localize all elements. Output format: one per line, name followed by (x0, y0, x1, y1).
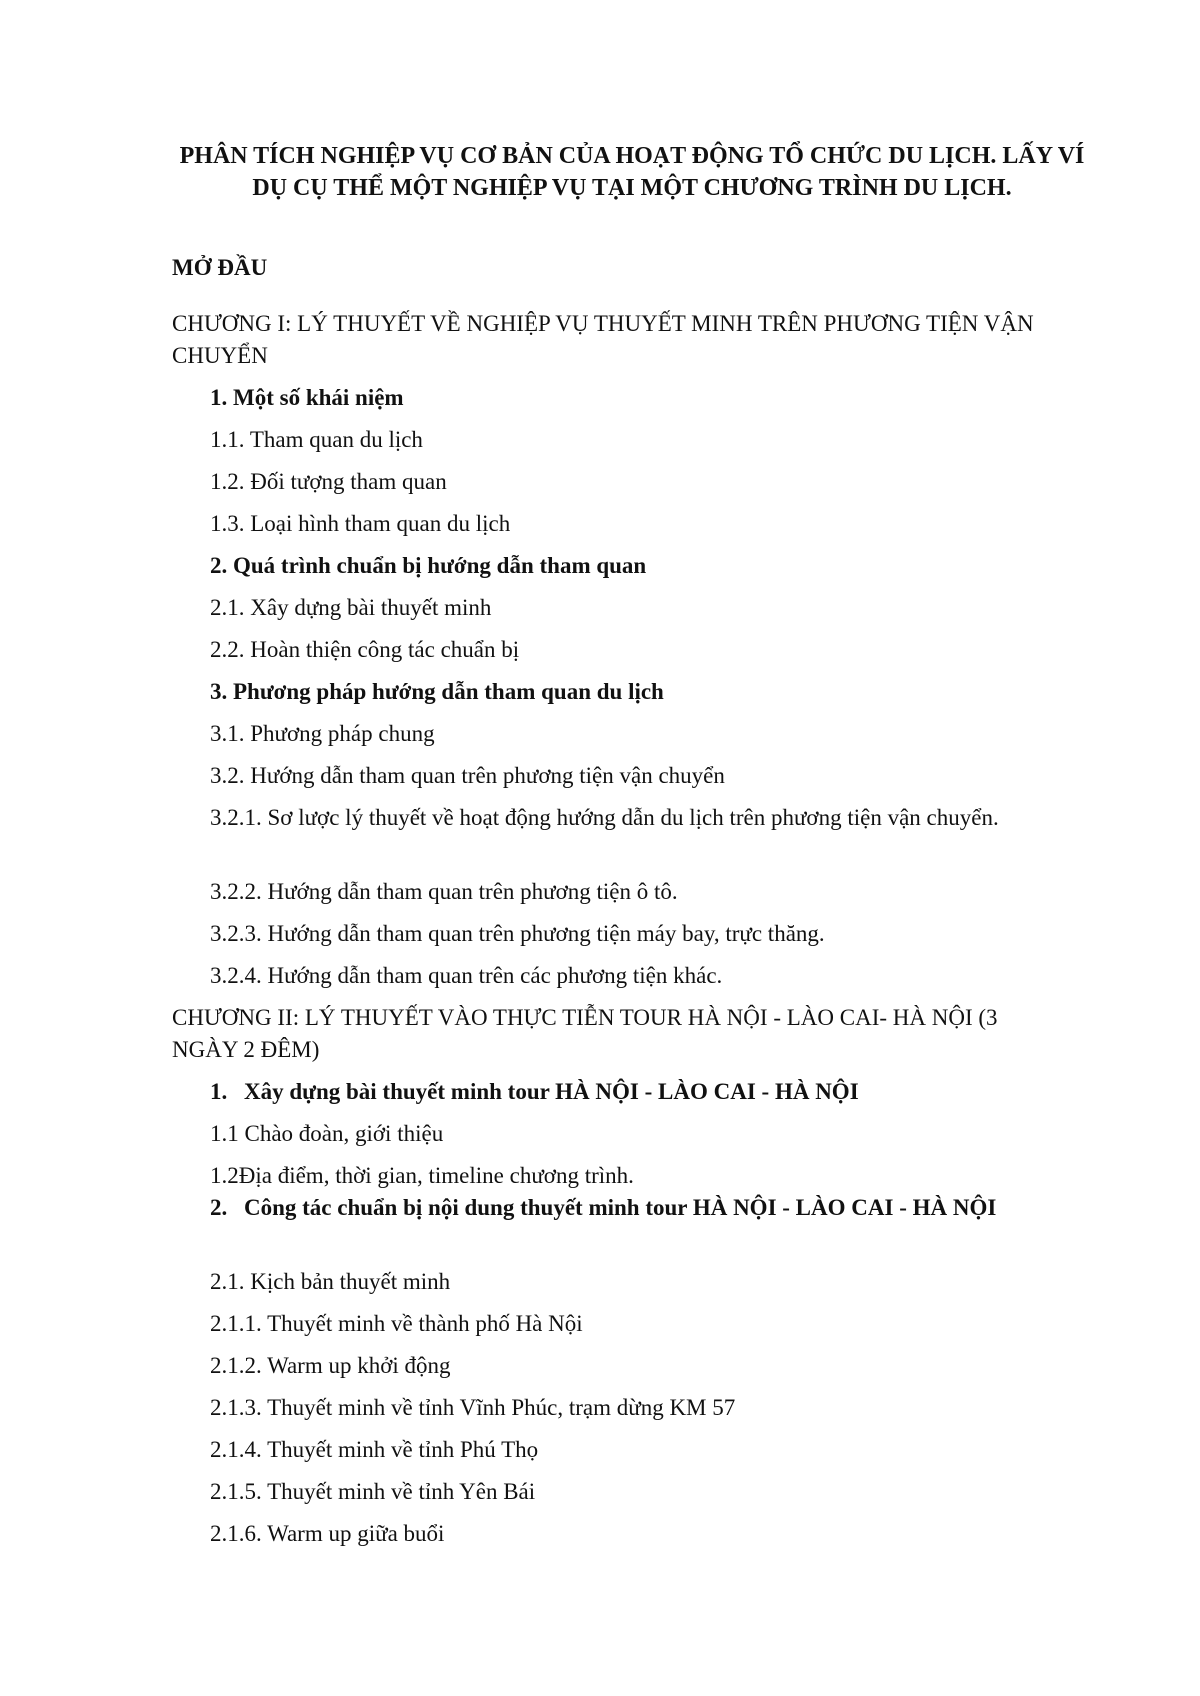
chapter1-item-1-3: 1.3. Loại hình tham quan du lịch (210, 511, 511, 536)
chapter2-section1-number: 1. (210, 1079, 228, 1104)
chapter1-item-3-2: 3.2. Hướng dẫn tham quan trên phương tiện vận chuyển (210, 763, 725, 788)
chapter1-item-3-2-1: 3.2.1. Sơ lược lý thuyết về hoạt động hướng dẫn du lịch trên phương tiện vận chuyển. (210, 805, 999, 830)
chapter2-section1-heading (210, 1076, 859, 1108)
chapter1-item-3-1: 3.1. Phương pháp chung (210, 721, 435, 746)
chapter1-section2-heading: 2. Quá trình chuẩn bị hướng dẫn tham quan (210, 553, 647, 578)
chapter2-item-2-1-6: 2.1.6. Warm up giữa buổi (210, 1521, 445, 1546)
chapter2-item-2-1-2: 2.1.2. Warm up khởi động (210, 1353, 451, 1378)
chapter1-item-2-2: 2.2. Hoàn thiện công tác chuẩn bị (210, 637, 520, 662)
document-title: PHÂN TÍCH NGHIỆP VỤ CƠ BẢN CỦA HOẠT ĐỘNG TỔ CHỨC DU LỊCH. LẤY VÍ DỤ CỤ THỂ MỘT NGHIỆP VỤ TẠI MỘT CHƯƠNG TRÌNH DU LỊCH. (179, 143, 1085, 201)
intro-heading: MỞ ĐẦU (172, 255, 268, 280)
chapter1-item-3-2-2: 3.2.2. Hướng dẫn tham quan trên phương tiện ô tô. (210, 879, 678, 904)
chapter2-item-2-1-4: 2.1.4. Thuyết minh về tỉnh Phú Thọ (210, 1437, 539, 1462)
chapter2-item-2-1-3: 2.1.3. Thuyết minh về tỉnh Vĩnh Phúc, trạm dừng KM 57 (210, 1395, 736, 1420)
chapter2-heading: CHƯƠNG II: LÝ THUYẾT VÀO THỰC TIỄN TOUR HÀ NỘI - LÀO CAI- HÀ NỘI (3 NGÀY 2 ĐÊM) (172, 1005, 998, 1062)
chapter1-heading: CHƯƠNG I: LÝ THUYẾT VỀ NGHIỆP VỤ THUYẾT MINH TRÊN PHƯƠNG TIỆN VẬN CHUYỂN (172, 311, 1034, 368)
chapter2-section2-text: Công tác chuẩn bị nội dung thuyết minh tour HÀ NỘI - LÀO CAI - HÀ NỘI (244, 1195, 997, 1220)
chapter2-item-1-2: 1.2Địa điểm, thời gian, timeline chương trình. (210, 1163, 634, 1188)
chapter1-item-3-2-4: 3.2.4. Hướng dẫn tham quan trên các phương tiện khác. (210, 963, 723, 988)
chapter1-section3-heading: 3. Phương pháp hướng dẫn tham quan du lịch (210, 679, 664, 704)
chapter2-item-2-1: 2.1. Kịch bản thuyết minh (210, 1269, 451, 1294)
chapter2-section2-heading (210, 1192, 1064, 1224)
chapter2-item-2-1-5: 2.1.5. Thuyết minh về tỉnh Yên Bái (210, 1479, 536, 1504)
chapter1-item-2-1: 2.1. Xây dựng bài thuyết minh (210, 595, 492, 620)
chapter2-item-2-1-1: 2.1.1. Thuyết minh về thành phố Hà Nội (210, 1311, 583, 1336)
chapter2-item-1-1: 1.1 Chào đoàn, giới thiệu (210, 1121, 444, 1146)
chapter1-section1-heading: 1. Một số khái niệm (210, 385, 404, 410)
chapter1-item-1-2: 1.2. Đối tượng tham quan (210, 469, 447, 494)
chapter2-section1-text: Xây dựng bài thuyết minh tour HÀ NỘI - LÀO CAI - HÀ NỘI (244, 1079, 859, 1104)
chapter1-item-3-2-3: 3.2.3. Hướng dẫn tham quan trên phương tiện máy bay, trực thăng. (210, 921, 825, 946)
chapter2-section2-number: 2. (210, 1195, 228, 1220)
chapter1-item-1-1: 1.1. Tham quan du lịch (210, 427, 423, 452)
